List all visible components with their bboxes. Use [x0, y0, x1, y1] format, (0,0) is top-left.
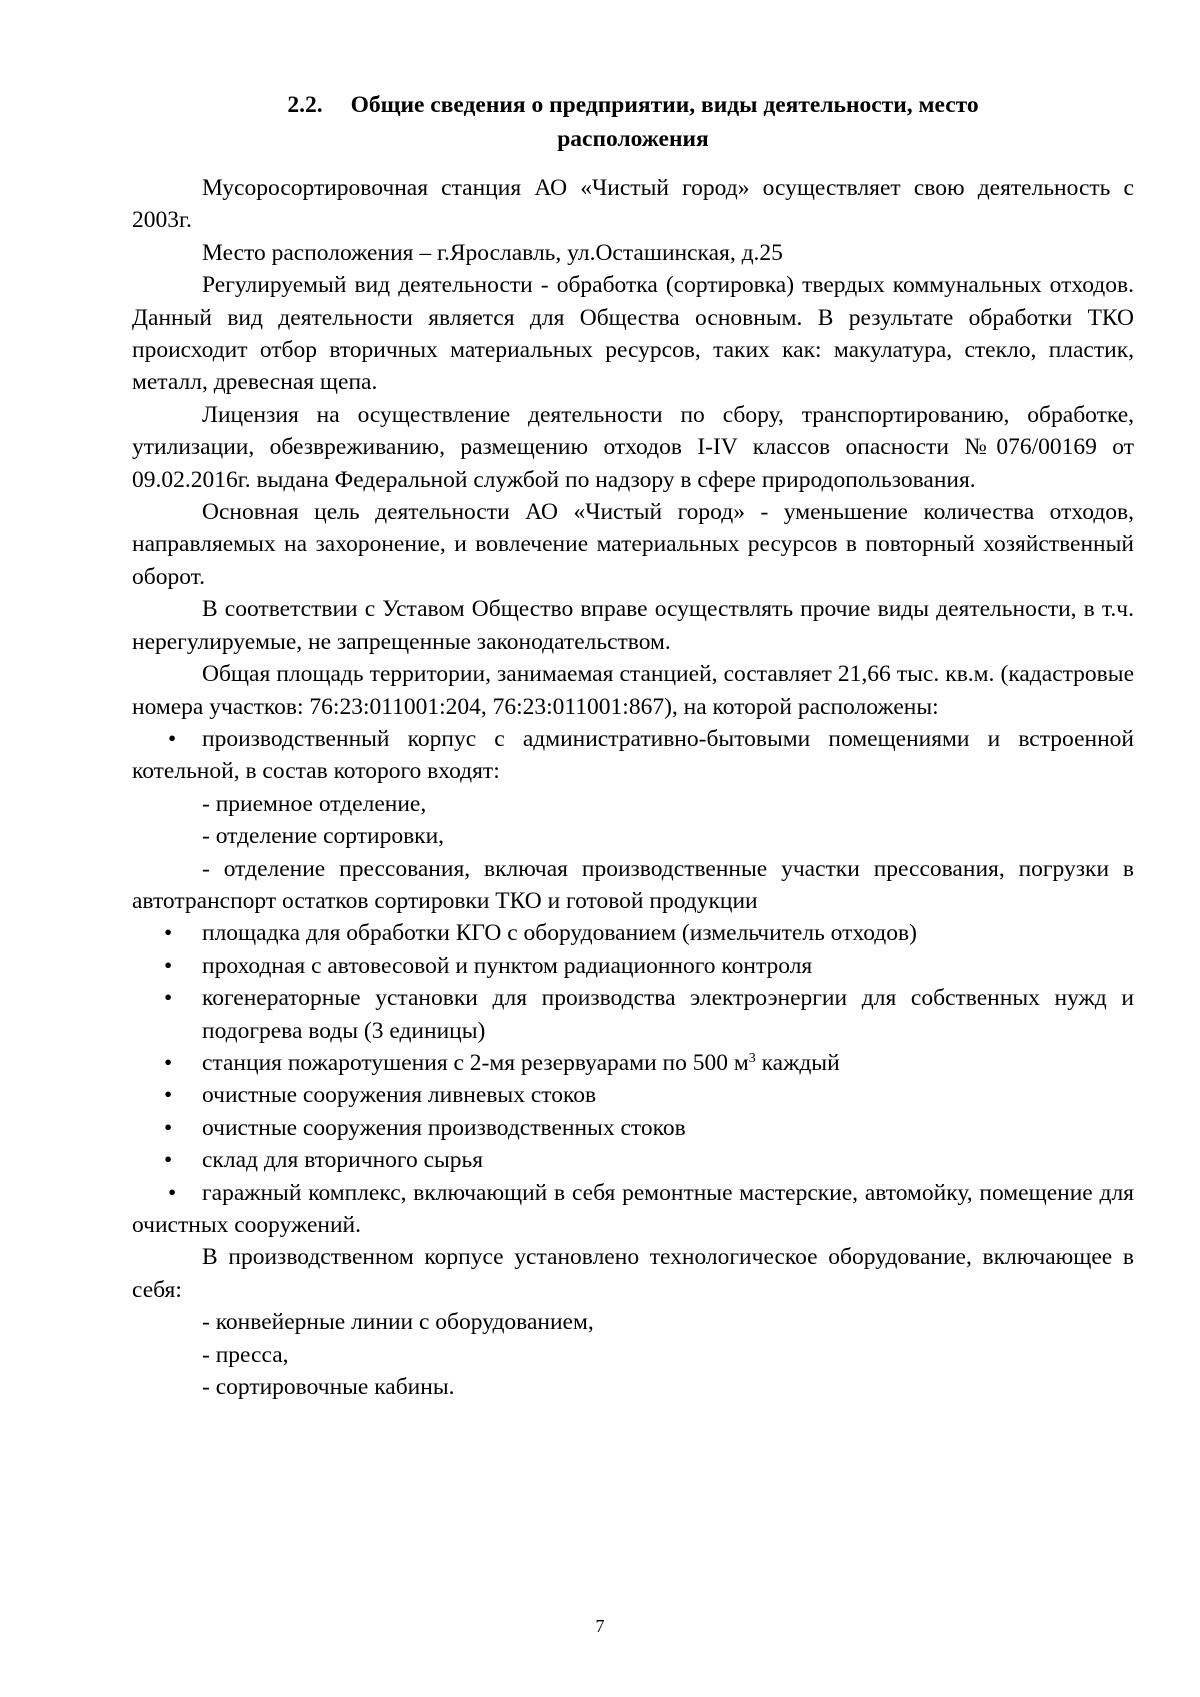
fire-station-text: станция пожаротушения с 2-мя резервуарами по 500 м [202, 1049, 749, 1076]
paragraph-territory: Общая площадь территории, занимаемая станцией, составляет 21,66 тыс. кв.м. (кадастровые номера участков: 76:23:011001:204, 76:23:011001:867), на которой расположены: [132, 661, 1134, 720]
list-item-garage: • гаражный комплекс, включающий в себя ремонтные мастерские, автомойку, помещение для очистных сооружений. [132, 1177, 1134, 1242]
paragraph-location: Место расположения – г.Ярославль, ул.Осташинская, д.25 [202, 239, 783, 266]
list-subitem-reception: - приемное отделение, [202, 790, 427, 817]
fire-station-tail: каждый [755, 1049, 840, 1076]
paragraph-charter: В соответствии с Уставом Общество вправе осуществлять прочие виды деятельности, в т.ч. нерегулируемые, не запрещенные законодательством. [132, 596, 1134, 655]
paragraph-station-intro: Мусоросортировочная станция АО «Чистый город» осуществляет свою деятельность с 2003г. [132, 175, 1134, 234]
paragraph-license: Лицензия на осуществление деятельности по сбору, транспортированию, обработке, утилизации, обезвреживанию, размещению отходов I-IV классов опасности №076/00169 от 09.02.2016г. выдана Федеральной службой по надзору в сфере природопользования. [132, 401, 1134, 493]
list-item-kgo-site: • площадка для обработки КГО с оборудованием (измельчитель отходов) [132, 917, 1134, 949]
page-content [132, 88, 1134, 1403]
superscript-3: 3 [748, 1050, 756, 1066]
list-item-storm-treatment: • очистные сооружения ливневых стоков [132, 1079, 1134, 1111]
equipment-sorting-cabins: - сортировочные кабины. [202, 1374, 455, 1401]
page-number: 7 [595, 1616, 605, 1636]
list-subitem-pressing: - отделение прессования, включая производственные участки прессования, погрузки в автотранспорт остатков сортировки ТКО и готовой продукции [132, 855, 1134, 914]
list-item-fire-station [132, 1047, 1134, 1079]
paragraph-equipment-intro: В производственном корпусе установлено технологическое оборудование, включающее в себя: [132, 1244, 1134, 1303]
list-item-industrial-treatment: • очистные сооружения производственных стоков [132, 1112, 1134, 1144]
list-item-cogeneration: • когенераторные установки для производства электроэнергии для собственных нужд и подогрева воды (3 единицы) [132, 982, 1134, 1047]
list-item-checkpoint: • проходная с автовесовой и пунктом радиационного контроля [132, 950, 1134, 982]
section-title-line1: Общие сведения о предприятии, виды деятельности, место [350, 92, 979, 118]
section-title-line2: расположения [557, 126, 709, 152]
equipment-press: - пресса, [202, 1341, 289, 1368]
paragraph-regulated-activity: Регулируемый вид деятельности - обработка (сортировка) твердых коммунальных отходов. Данный вид деятельности является для Общества основным. В результате обработки ТКО происходит отбор вторичных материальных ресурсов, таких как: макулатура, стекло, пластик, металл, древесная щепа. [132, 272, 1134, 396]
equipment-conveyor: - конвейерные линии с оборудованием, [202, 1309, 594, 1336]
list-item-warehouse: • склад для вторичного сырья [132, 1144, 1134, 1176]
paragraph-main-goal: Основная цель деятельности АО «Чистый город» - уменьшение количества отходов, направляемых на захоронение, и вовлечение материальных ресурсов в повторный хозяйственный оборот. [132, 499, 1134, 590]
list-subitem-sorting: - отделение сортировки, [202, 823, 445, 850]
list-item-production-building: • производственный корпус с административно-бытовыми помещениями и встроенной котельной, в состав которого входят: [132, 723, 1134, 788]
section-number: 2.2. [287, 92, 323, 118]
section-heading [132, 88, 1134, 156]
